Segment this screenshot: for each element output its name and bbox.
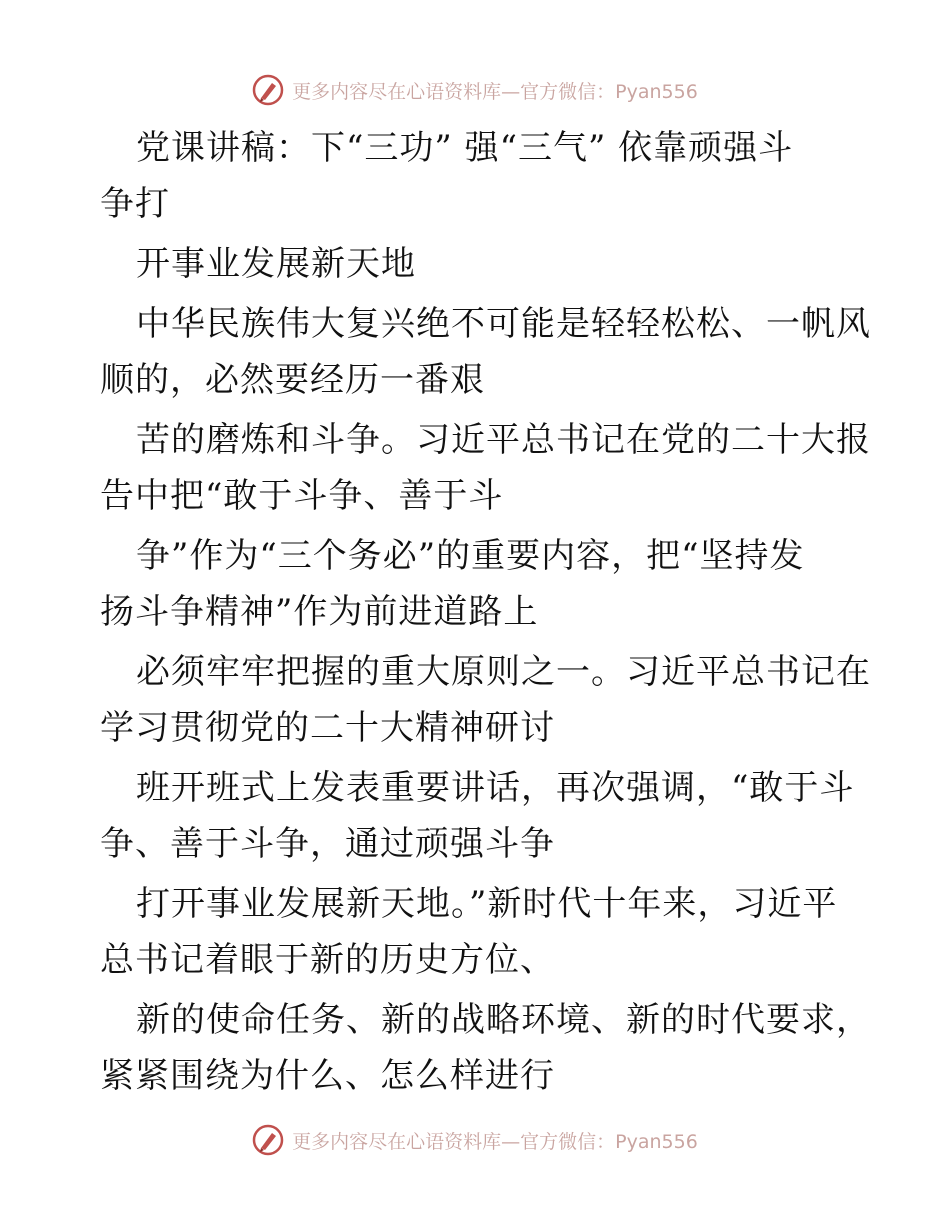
footer-watermark	[0, 1124, 950, 1156]
text-line: 总书记着眼于新的历史方位、	[100, 940, 555, 980]
document-body	[100, 120, 871, 1104]
text-line: 争、善于斗争，通过顽强斗争	[100, 824, 555, 864]
header-watermark	[0, 74, 950, 106]
text-line: 打开事业发展新天地。”新时代十年来，习近平	[136, 884, 838, 924]
text-line: 必须牢牢把握的重大原则之一。习近平总书记在	[136, 652, 871, 692]
text-line: 紧紧围绕为什么、怎么样进行	[100, 1056, 555, 1096]
text-line: 争”作为“三个务必”的重要内容，把“坚持发	[136, 536, 805, 576]
text-line: 中华民族伟大复兴绝不可能是轻轻松松、一帆风	[136, 304, 871, 344]
pen-logo-icon	[252, 1124, 284, 1156]
text-line: 班开班式上发表重要讲话，再次强调，“敢于斗	[136, 768, 855, 808]
text-line: 扬斗争精神”作为前进道路上	[100, 592, 539, 632]
watermark-wechat-id: Pyan556	[615, 1130, 698, 1153]
text-line: 顺的，必然要经历一番艰	[100, 360, 485, 400]
text-line: 学习贯彻党的二十大精神研讨	[100, 708, 555, 748]
text-line: 新的使命任务、新的战略环境、新的时代要求，	[136, 1000, 871, 1040]
text-line: 开事业发展新天地	[136, 244, 416, 284]
pen-logo-icon	[252, 74, 284, 106]
text-line: 苦的磨炼和斗争。习近平总书记在党的二十大报	[136, 420, 871, 460]
text-line: 党课讲稿：下“三功” 强“三气” 依靠顽强斗	[136, 128, 794, 168]
watermark-wechat-id: Pyan556	[615, 80, 698, 103]
watermark-text: 更多内容尽在心语资料库—官方微信：Pyan556	[292, 1130, 698, 1153]
watermark-text: 更多内容尽在心语资料库—官方微信：Pyan556	[292, 80, 698, 103]
text-line: 争打	[100, 184, 170, 224]
text-line: 告中把“敢于斗争、善于斗	[100, 476, 504, 516]
